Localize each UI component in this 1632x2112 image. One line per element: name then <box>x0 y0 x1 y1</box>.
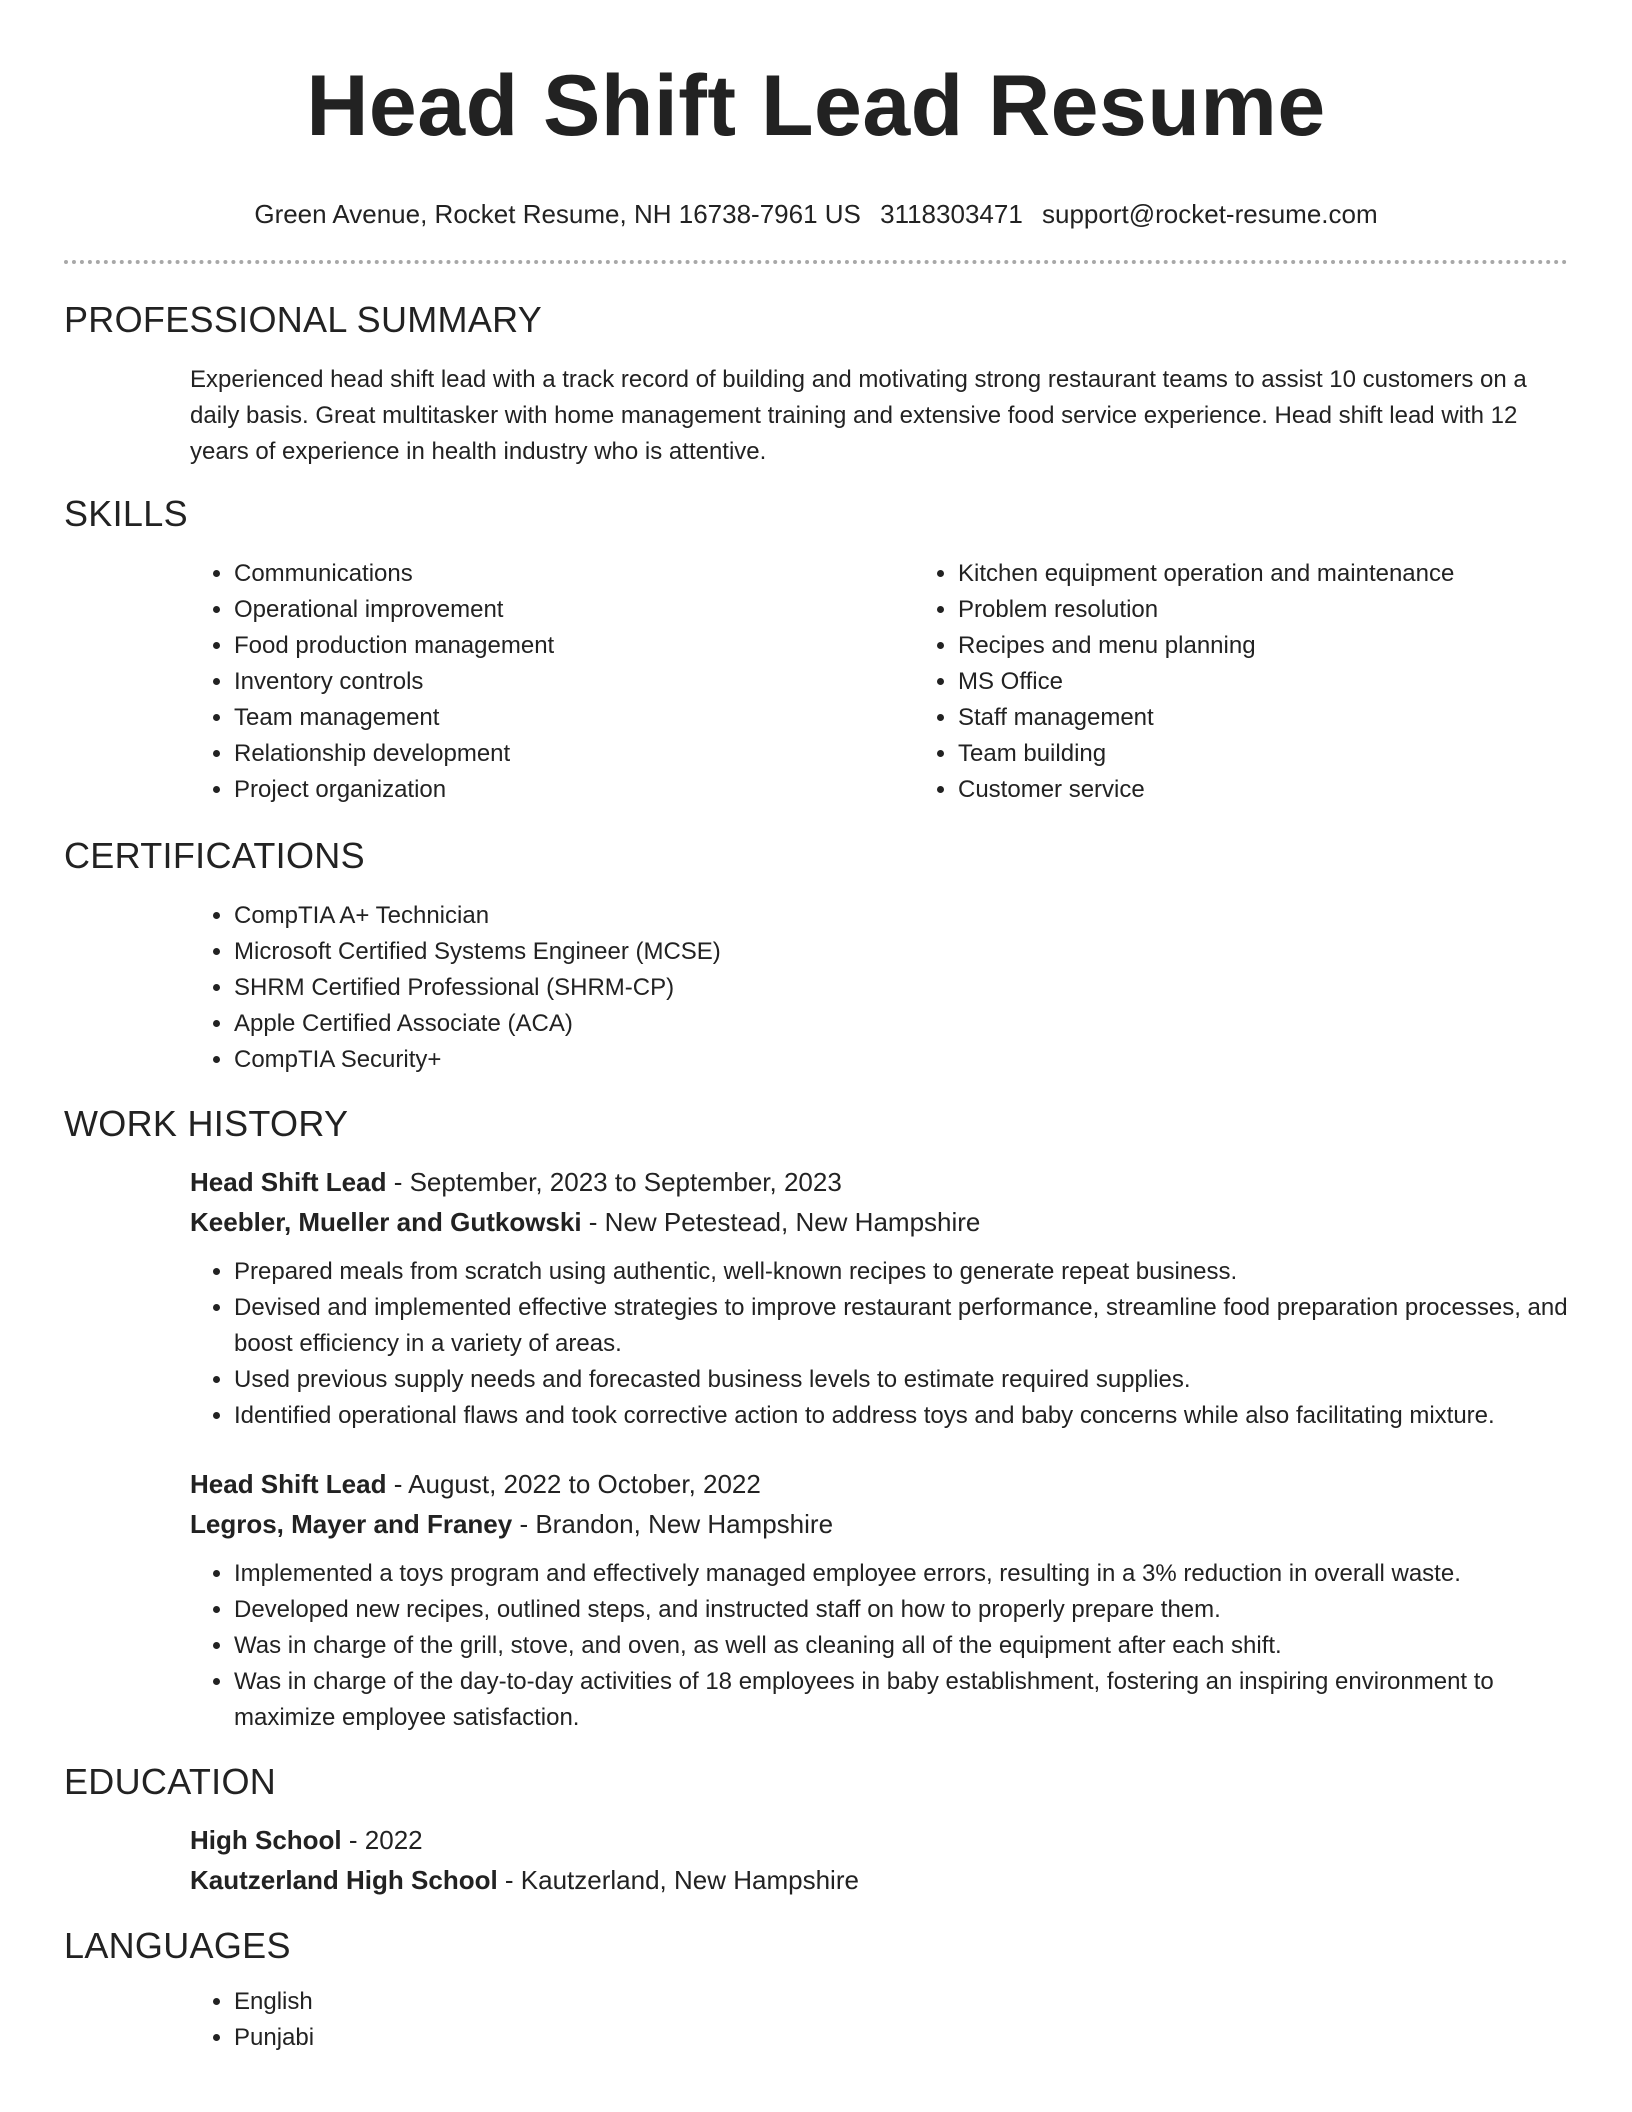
skill-item: • Communications <box>234 556 914 592</box>
job-location: - Brandon, New Hampshire <box>512 1509 834 1539</box>
skill-item: • Customer service <box>958 772 1632 808</box>
skills-heading: SKILLS <box>64 493 188 534</box>
contact-phone: 3118303471 <box>880 199 1023 229</box>
job-title-line <box>190 1162 1568 1202</box>
certifications-heading: CERTIFICATIONS <box>64 835 365 876</box>
education-degree: High School <box>190 1825 342 1855</box>
skills-list-left <box>190 556 914 808</box>
languages-section <box>64 1924 1568 2056</box>
job-bullet: • Identified operational flaws and took corrective action to address toys and baby concerns while also facilitating mixture. <box>234 1398 1568 1434</box>
skill-item: • Staff management <box>958 700 1632 736</box>
contact-line <box>64 198 1568 230</box>
skill-item: • Problem resolution <box>958 592 1632 628</box>
skill-item: • Recipes and menu planning <box>958 628 1632 664</box>
resume-title: Head Shift Lead Resume <box>306 58 1326 154</box>
language-item: • Punjabi <box>234 2020 1568 2056</box>
education-section <box>64 1760 1568 1900</box>
certifications-section <box>64 834 1568 1078</box>
language-item: • English <box>234 1984 1568 2020</box>
contact-email: support@rocket-resume.com <box>1042 199 1378 229</box>
work-history-heading: WORK HISTORY <box>64 1103 349 1144</box>
job-bullet: • Was in charge of the grill, stove, and oven, as well as cleaning all of the equipment after each shift. <box>234 1628 1568 1664</box>
job-title: Head Shift Lead <box>190 1167 387 1197</box>
job-bullets <box>190 1254 1568 1434</box>
education-school: Kautzerland High School <box>190 1865 498 1895</box>
job-bullet: • Implemented a toys program and effectively managed employee errors, resulting in a 3% reduction in overall waste. <box>234 1556 1568 1592</box>
skill-item: • Food production management <box>234 628 914 664</box>
summary-heading: PROFESSIONAL SUMMARY <box>64 299 543 340</box>
summary-section <box>64 298 1568 470</box>
education-location: - Kautzerland, New Hampshire <box>497 1865 859 1895</box>
job-dates: - September, 2023 to September, 2023 <box>386 1167 842 1197</box>
job-dates: - August, 2022 to October, 2022 <box>386 1469 761 1499</box>
skill-item: • Team management <box>234 700 914 736</box>
job-company: Legros, Mayer and Franey <box>190 1509 513 1539</box>
education-heading: EDUCATION <box>64 1761 277 1802</box>
contact-address: Green Avenue, Rocket Resume, NH 16738-7961 US <box>254 199 861 229</box>
education-year: - 2022 <box>341 1825 423 1855</box>
skills-list-right <box>914 556 1632 808</box>
skill-item: • Project organization <box>234 772 914 808</box>
skill-item: • Operational improvement <box>234 592 914 628</box>
work-history-section <box>64 1102 1568 1736</box>
skill-item: • Inventory controls <box>234 664 914 700</box>
skills-section <box>64 492 1568 808</box>
certification-item: • Apple Certified Associate (ACA) <box>234 1006 1568 1042</box>
job-entry <box>64 1162 1568 1434</box>
job-company: Keebler, Mueller and Gutkowski <box>190 1207 582 1237</box>
education-degree-line <box>190 1820 1568 1860</box>
header-divider <box>64 260 1568 264</box>
job-title-line <box>190 1464 1568 1504</box>
job-location: - New Petestead, New Hampshire <box>581 1207 981 1237</box>
languages-list <box>190 1984 1568 2056</box>
job-bullet: • Developed new recipes, outlined steps, and instructed staff on how to properly prepare them. <box>234 1592 1568 1628</box>
skill-item: • Relationship development <box>234 736 914 772</box>
languages-heading: LANGUAGES <box>64 1925 291 1966</box>
job-bullet: • Used previous supply needs and forecasted business levels to estimate required supplies. <box>234 1362 1568 1398</box>
job-entry <box>64 1464 1568 1736</box>
job-company-line <box>190 1504 1568 1544</box>
skill-item: • MS Office <box>958 664 1632 700</box>
education-school-line <box>190 1860 1568 1900</box>
job-bullet: • Prepared meals from scratch using authentic, well-known recipes to generate repeat business. <box>234 1254 1568 1290</box>
skill-item: • Team building <box>958 736 1632 772</box>
certifications-list <box>190 898 1568 1078</box>
job-title: Head Shift Lead <box>190 1469 387 1499</box>
certification-item: • SHRM Certified Professional (SHRM-CP) <box>234 970 1568 1006</box>
certification-item: • CompTIA Security+ <box>234 1042 1568 1078</box>
job-bullet: • Devised and implemented effective strategies to improve restaurant performance, streamline food preparation processes, and boost efficiency in a variety of areas. <box>234 1290 1568 1362</box>
summary-text: Experienced head shift lead with a track record of building and motivating strong restaurant teams to assist 10 customers on a daily basis. Great multitasker with home management training and extensive food service experience. Head shift lead with 12 years of experience in health industry who is attentive. <box>190 366 1527 465</box>
certification-item: • CompTIA A+ Technician <box>234 898 1568 934</box>
job-bullet: • Was in charge of the day-to-day activities of 18 employees in baby establishment, fostering an inspiring environment to maximize employee satisfaction. <box>234 1664 1568 1736</box>
certification-item: • Microsoft Certified Systems Engineer (MCSE) <box>234 934 1568 970</box>
job-bullets <box>190 1556 1568 1736</box>
skill-item: • Kitchen equipment operation and maintenance <box>958 556 1632 592</box>
job-company-line <box>190 1202 1568 1242</box>
